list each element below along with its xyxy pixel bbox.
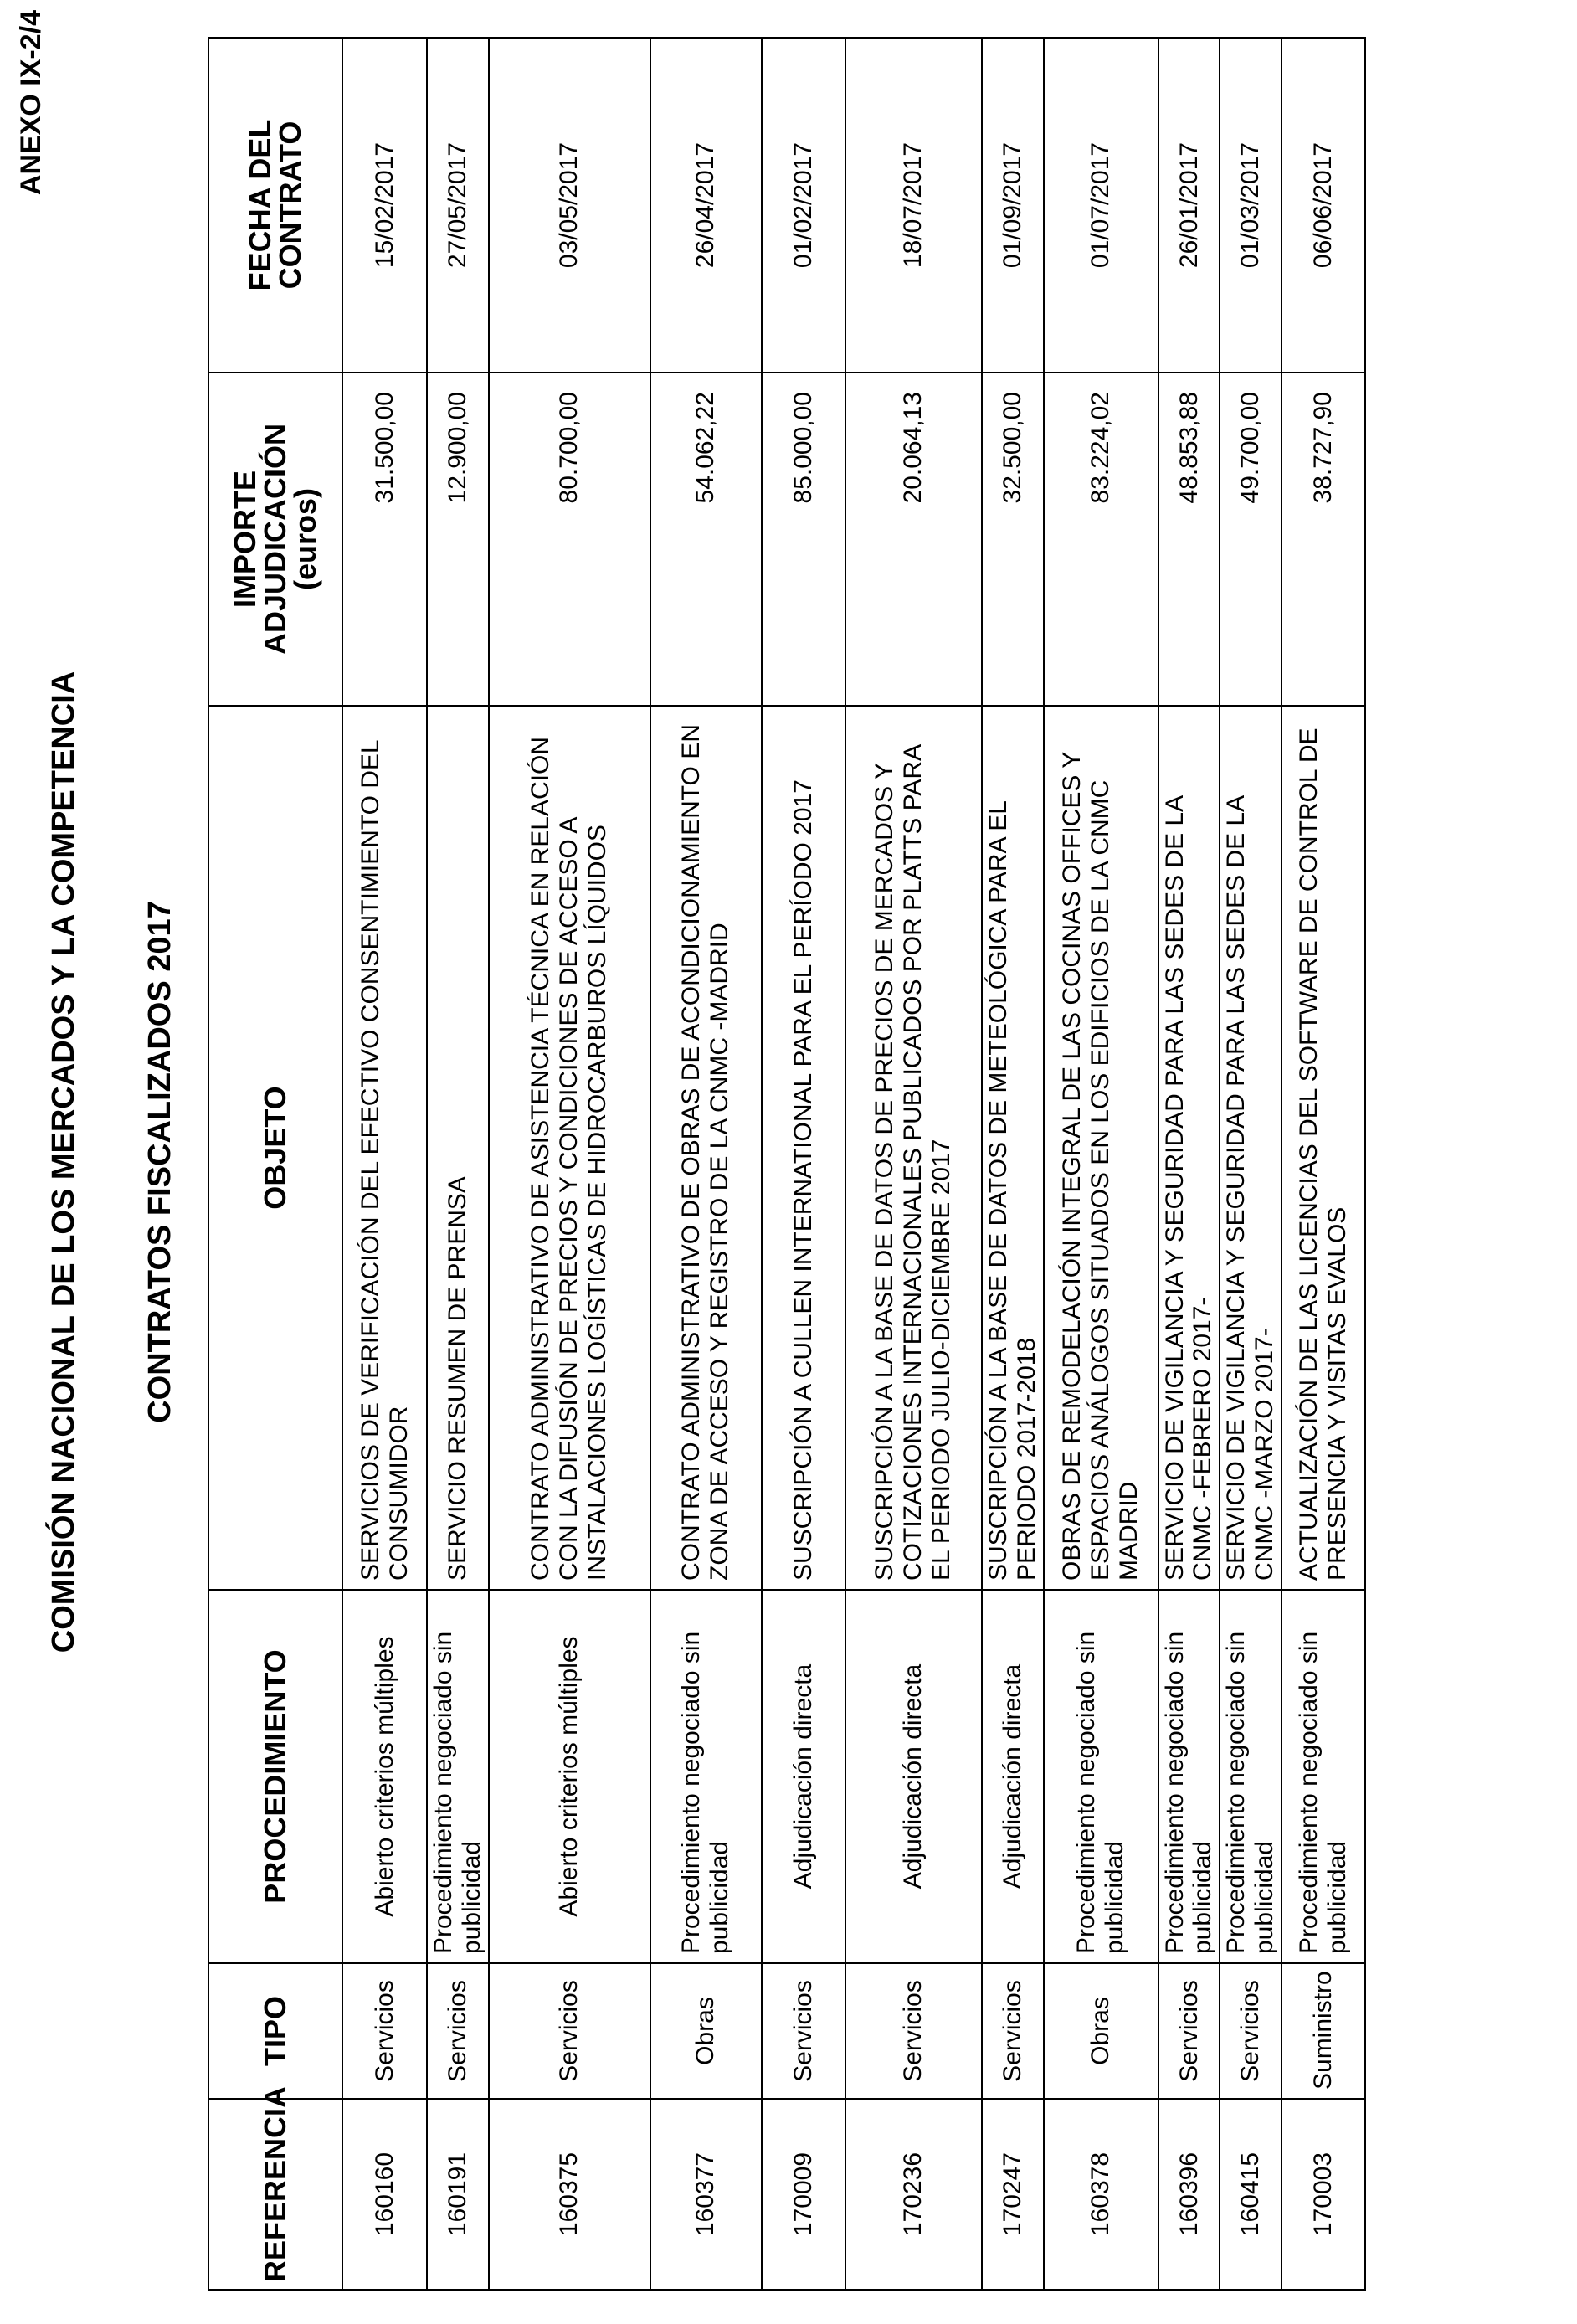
cell-procedimiento: Abierto criterios múltiples — [342, 1590, 427, 1963]
cell-objeto: SERVICIOS DE VERIFICACIÓN DEL EFECTIVO CONSENTIMIENTO DEL CONSUMIDOR — [342, 706, 427, 1590]
cell-importe: 31.500,00 — [342, 373, 427, 706]
header-objeto: OBJETO — [208, 706, 342, 1590]
cell-tipo: Servicios — [1158, 1963, 1220, 2099]
table-row — [762, 38, 845, 2290]
cell-procedimiento: Procedimiento negociado sin publicidad — [427, 1590, 489, 1963]
cell-referencia: 160160 — [342, 2099, 427, 2290]
cell-objeto: SUSCRIPCIÓN A CULLEN INTERNATIONAL PARA EL PERÍODO 2017 — [762, 706, 845, 1590]
cell-fecha: 01/07/2017 — [1044, 38, 1158, 373]
table-row — [982, 38, 1044, 2290]
cell-procedimiento: Adjudicación directa — [845, 1590, 982, 1963]
cell-procedimiento: Procedimiento negociado sin publicidad — [1282, 1590, 1365, 1963]
cell-tipo: Servicios — [489, 1963, 650, 2099]
cell-tipo: Suministro — [1282, 1963, 1365, 2099]
cell-fecha: 18/07/2017 — [845, 38, 982, 373]
annex-label: ANEXO IX-2/4 — [15, 10, 47, 196]
cell-procedimiento: Procedimiento negociado sin publicidad — [1044, 1590, 1158, 1963]
cell-tipo: Servicios — [342, 1963, 427, 2099]
cell-objeto: CONTRATO ADMINISTRATIVO DE OBRAS DE ACONDICIONAMIENTO EN ZONA DE ACCESO Y REGISTRO DE LA CNMC -MADRID — [650, 706, 762, 1590]
document-subtitle: CONTRATOS FISCALIZADOS 2017 — [142, 901, 177, 1423]
cell-importe: 54.062,22 — [650, 373, 762, 706]
cell-objeto: OBRAS DE REMODELACIÓN INTEGRAL DE LAS COCINAS OFFICES Y ESPACIOS ANÁLOGOS SITUADOS EN LOS EDIFICIOS DE LA CNMC MADRID — [1044, 706, 1158, 1590]
cell-objeto: SUSCRIPCIÓN A LA BASE DE DATOS DE PRECIOS DE MERCADOS Y COTIZACIONES INTERNACIONALES PUBLICADOS POR PLATTS PARA EL PERIODO JULIO-DICIEMBRE 2017 — [845, 706, 982, 1590]
cell-importe: 20.064,13 — [845, 373, 982, 706]
header-fecha: FECHA DEL CONTRATO — [208, 38, 342, 373]
table-header-row — [208, 38, 342, 2290]
cell-referencia: 170247 — [982, 2099, 1044, 2290]
cell-fecha: 01/03/2017 — [1220, 38, 1282, 373]
cell-referencia: 160415 — [1220, 2099, 1282, 2290]
cell-fecha: 15/02/2017 — [342, 38, 427, 373]
cell-objeto: ACTUALIZACIÓN DE LAS LICENCIAS DEL SOFTWARE DE CONTROL DE PRESENCIA Y VISITAS EVALOS — [1282, 706, 1365, 1590]
cell-procedimiento: Procedimiento negociado sin publicidad — [650, 1590, 762, 1963]
cell-tipo: Servicios — [845, 1963, 982, 2099]
cell-fecha: 06/06/2017 — [1282, 38, 1365, 373]
cell-fecha: 26/04/2017 — [650, 38, 762, 373]
table-row — [1044, 38, 1158, 2290]
document-title: COMISIÓN NACIONAL DE LOS MERCADOS Y LA COMPETENCIA — [46, 671, 81, 1653]
cell-fecha: 01/09/2017 — [982, 38, 1044, 373]
table-row — [489, 38, 650, 2290]
table-row — [845, 38, 982, 2290]
cell-referencia: 160378 — [1044, 2099, 1158, 2290]
table-row — [342, 38, 427, 2290]
cell-tipo: Servicios — [762, 1963, 845, 2099]
cell-importe: 49.700,00 — [1220, 373, 1282, 706]
table-row — [1158, 38, 1220, 2290]
cell-fecha: 03/05/2017 — [489, 38, 650, 373]
cell-importe: 32.500,00 — [982, 373, 1044, 706]
cell-referencia: 170236 — [845, 2099, 982, 2290]
cell-importe: 12.900,00 — [427, 373, 489, 706]
cell-tipo: Servicios — [1220, 1963, 1282, 2099]
cell-procedimiento: Abierto criterios múltiples — [489, 1590, 650, 1963]
table-row — [650, 38, 762, 2290]
cell-objeto: SERVICIO RESUMEN DE PRENSA — [427, 706, 489, 1590]
cell-importe: 38.727,90 — [1282, 373, 1365, 706]
cell-fecha: 01/02/2017 — [762, 38, 845, 373]
cell-objeto: CONTRATO ADMINISTRATIVO DE ASISTENCIA TÉCNICA EN RELACIÓN CON LA DIFUSIÓN DE PRECIOS Y CONDICIONES DE ACCESO A INSTALACIONES LOGÍSTICAS DE HIDROCARBUROS LÍQUIDOS — [489, 706, 650, 1590]
cell-procedimiento: Adjudicación directa — [762, 1590, 845, 1963]
cell-importe: 85.000,00 — [762, 373, 845, 706]
cell-fecha: 27/05/2017 — [427, 38, 489, 373]
table-row — [1220, 38, 1282, 2290]
table-row — [1282, 38, 1365, 2290]
cell-tipo: Servicios — [982, 1963, 1044, 2099]
cell-objeto: SERVICIO DE VIGILANCIA Y SEGURIDAD PARA LAS SEDES DE LA CNMC -MARZO 2017- — [1220, 706, 1282, 1590]
cell-tipo: Servicios — [427, 1963, 489, 2099]
cell-procedimiento: Procedimiento negociado sin publicidad — [1158, 1590, 1220, 1963]
cell-tipo: Obras — [650, 1963, 762, 2099]
cell-importe: 83.224,02 — [1044, 373, 1158, 706]
cell-referencia: 170009 — [762, 2099, 845, 2290]
cell-tipo: Obras — [1044, 1963, 1158, 2099]
cell-objeto: SUSCRIPCIÓN A LA BASE DE DATOS DE METEOLÓGICA PARA EL PERIODO 2017-2018 — [982, 706, 1044, 1590]
cell-procedimiento: Adjudicación directa — [982, 1590, 1044, 1963]
cell-referencia: 160375 — [489, 2099, 650, 2290]
cell-referencia: 160191 — [427, 2099, 489, 2290]
header-importe: IMPORTE ADJUDICACIÓN (euros) — [208, 373, 342, 706]
cell-fecha: 26/01/2017 — [1158, 38, 1220, 373]
cell-referencia: 160396 — [1158, 2099, 1220, 2290]
cell-procedimiento: Procedimiento negociado sin publicidad — [1220, 1590, 1282, 1963]
cell-importe: 80.700,00 — [489, 373, 650, 706]
header-procedimiento: PROCEDIMIENTO — [208, 1590, 342, 1963]
header-tipo: TIPO — [208, 1963, 342, 2099]
header-referencia: REFERENCIA — [208, 2099, 342, 2290]
cell-objeto: SERVICIO DE VIGILANCIA Y SEGURIDAD PARA LAS SEDES DE LA CNMC -FEBRERO 2017- — [1158, 706, 1220, 1590]
cell-referencia: 170003 — [1282, 2099, 1365, 2290]
cell-referencia: 160377 — [650, 2099, 762, 2290]
contracts-table — [208, 37, 1366, 2291]
table-row — [427, 38, 489, 2290]
cell-importe: 48.853,88 — [1158, 373, 1220, 706]
